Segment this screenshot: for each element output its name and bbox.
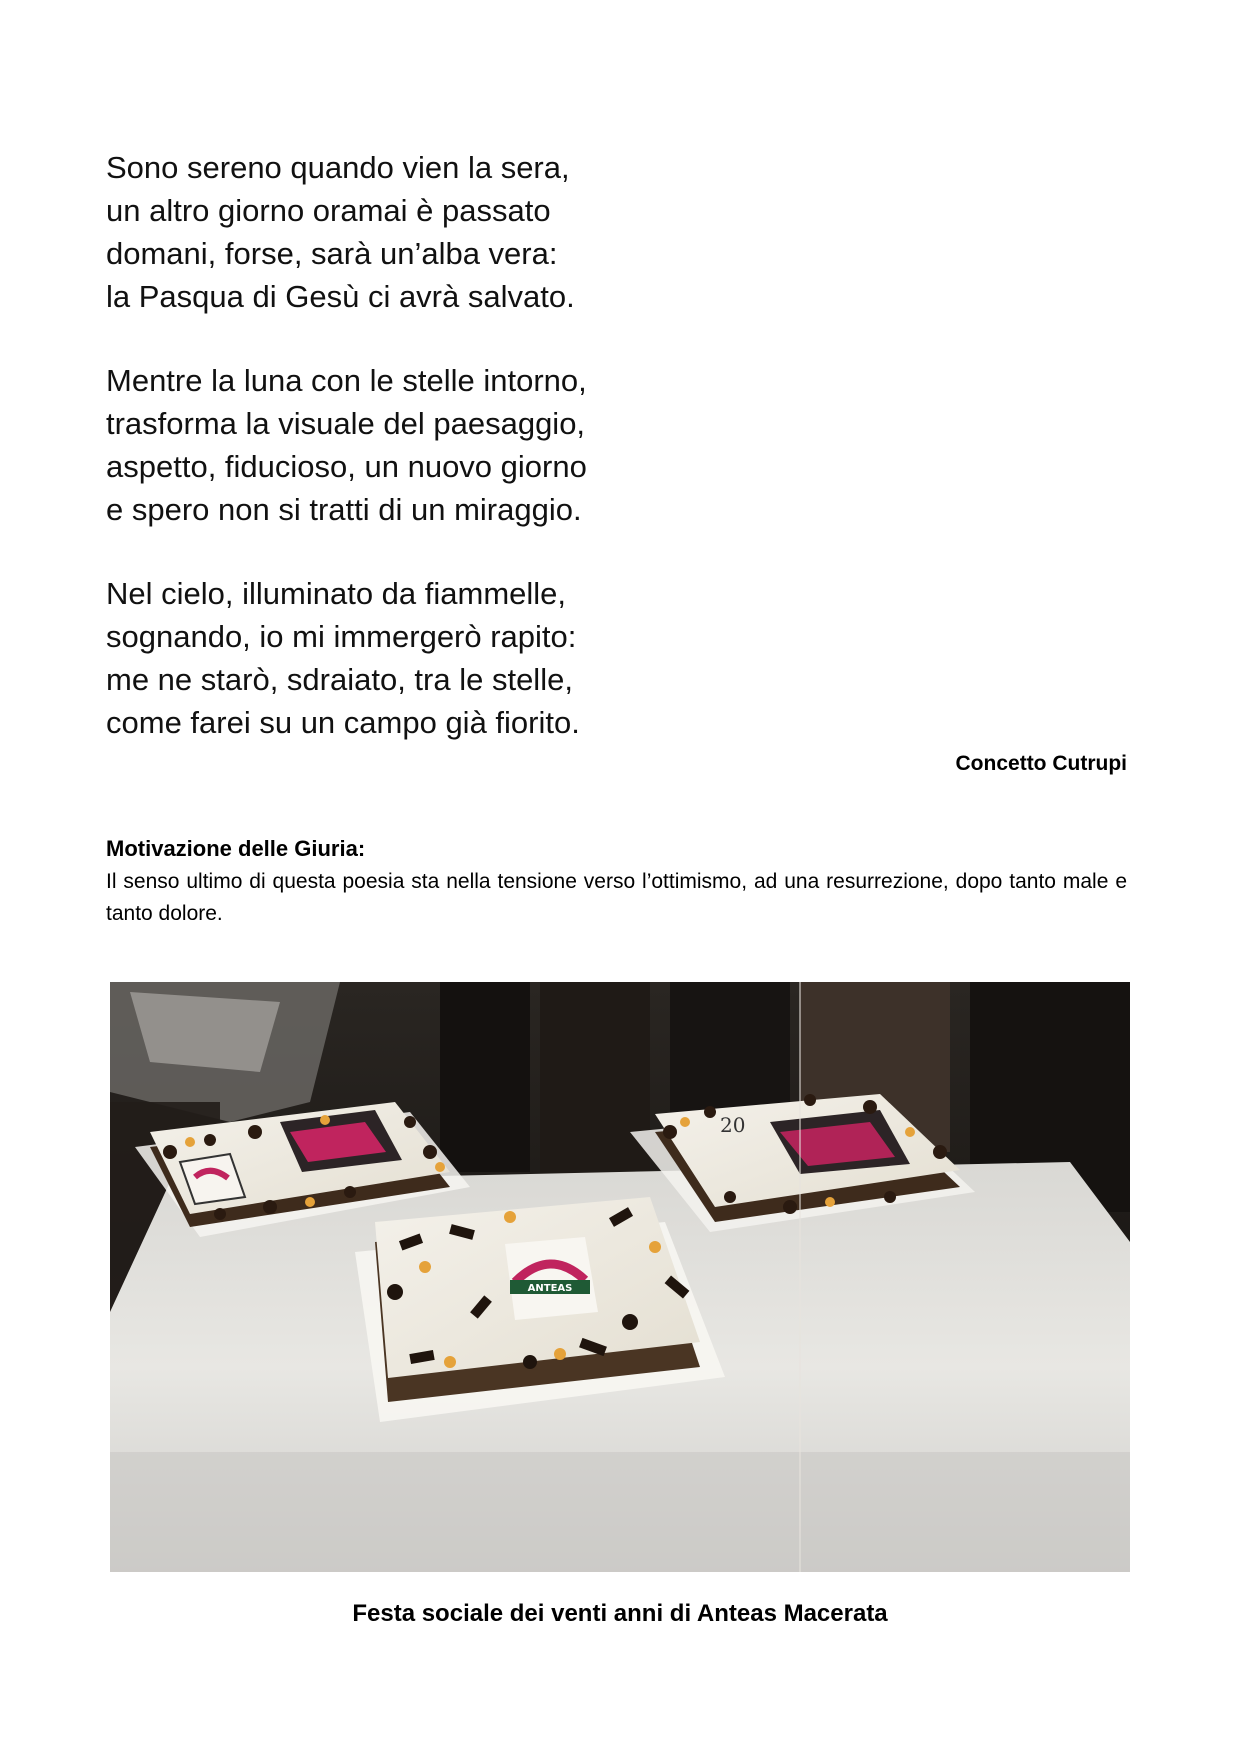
poem-verse: Sono sereno quando vien la sera, <box>106 150 570 185</box>
poem-verse: Nel cielo, illuminato da fiammelle, <box>106 576 567 611</box>
cakes-photo <box>110 982 1130 1572</box>
poem-verse: e spero non si tratti di un miraggio. <box>106 492 582 527</box>
poem-verse: aspetto, fiducioso, un nuovo giorno <box>106 449 587 484</box>
motivation-text: Il senso ultimo di questa poesia sta nella tensione verso l’ottimismo, ad una resurrezione, dopo tanto male e tanto dolore. <box>106 870 1127 925</box>
poem-stanza <box>106 146 806 318</box>
poem-verse: trasforma la visuale del paesaggio, <box>106 406 586 441</box>
cake-number-text: 20 <box>720 1113 746 1137</box>
poem-verse: la Pasqua di Gesù ci avrà salvato. <box>106 279 575 314</box>
poem-author: Concetto Cutrupi <box>955 752 1127 775</box>
cake-logo-text: ANTEAS <box>527 1283 573 1294</box>
poem-verse: domani, forse, sarà un’alba vera: <box>106 236 558 271</box>
motivation-title: Motivazione delle Giuria: <box>106 836 366 861</box>
poem-verse: Mentre la luna con le stelle intorno, <box>106 363 587 398</box>
photo-caption: Festa sociale dei venti anni di Anteas Macerata <box>352 1600 888 1627</box>
person-silhouette <box>440 982 530 1172</box>
poem-stanza <box>106 359 806 531</box>
poem-verse: un altro giorno oramai è passato <box>106 193 551 228</box>
poem-verse: me ne starò, sdraiato, tra le stelle, <box>106 662 573 697</box>
poem-verse: come farei su un campo già fiorito. <box>106 705 580 740</box>
poem <box>106 146 806 785</box>
poem-verse: sognando, io mi immergerò rapito: <box>106 619 577 654</box>
poem-stanza <box>106 572 806 744</box>
person-silhouette <box>540 982 650 1192</box>
